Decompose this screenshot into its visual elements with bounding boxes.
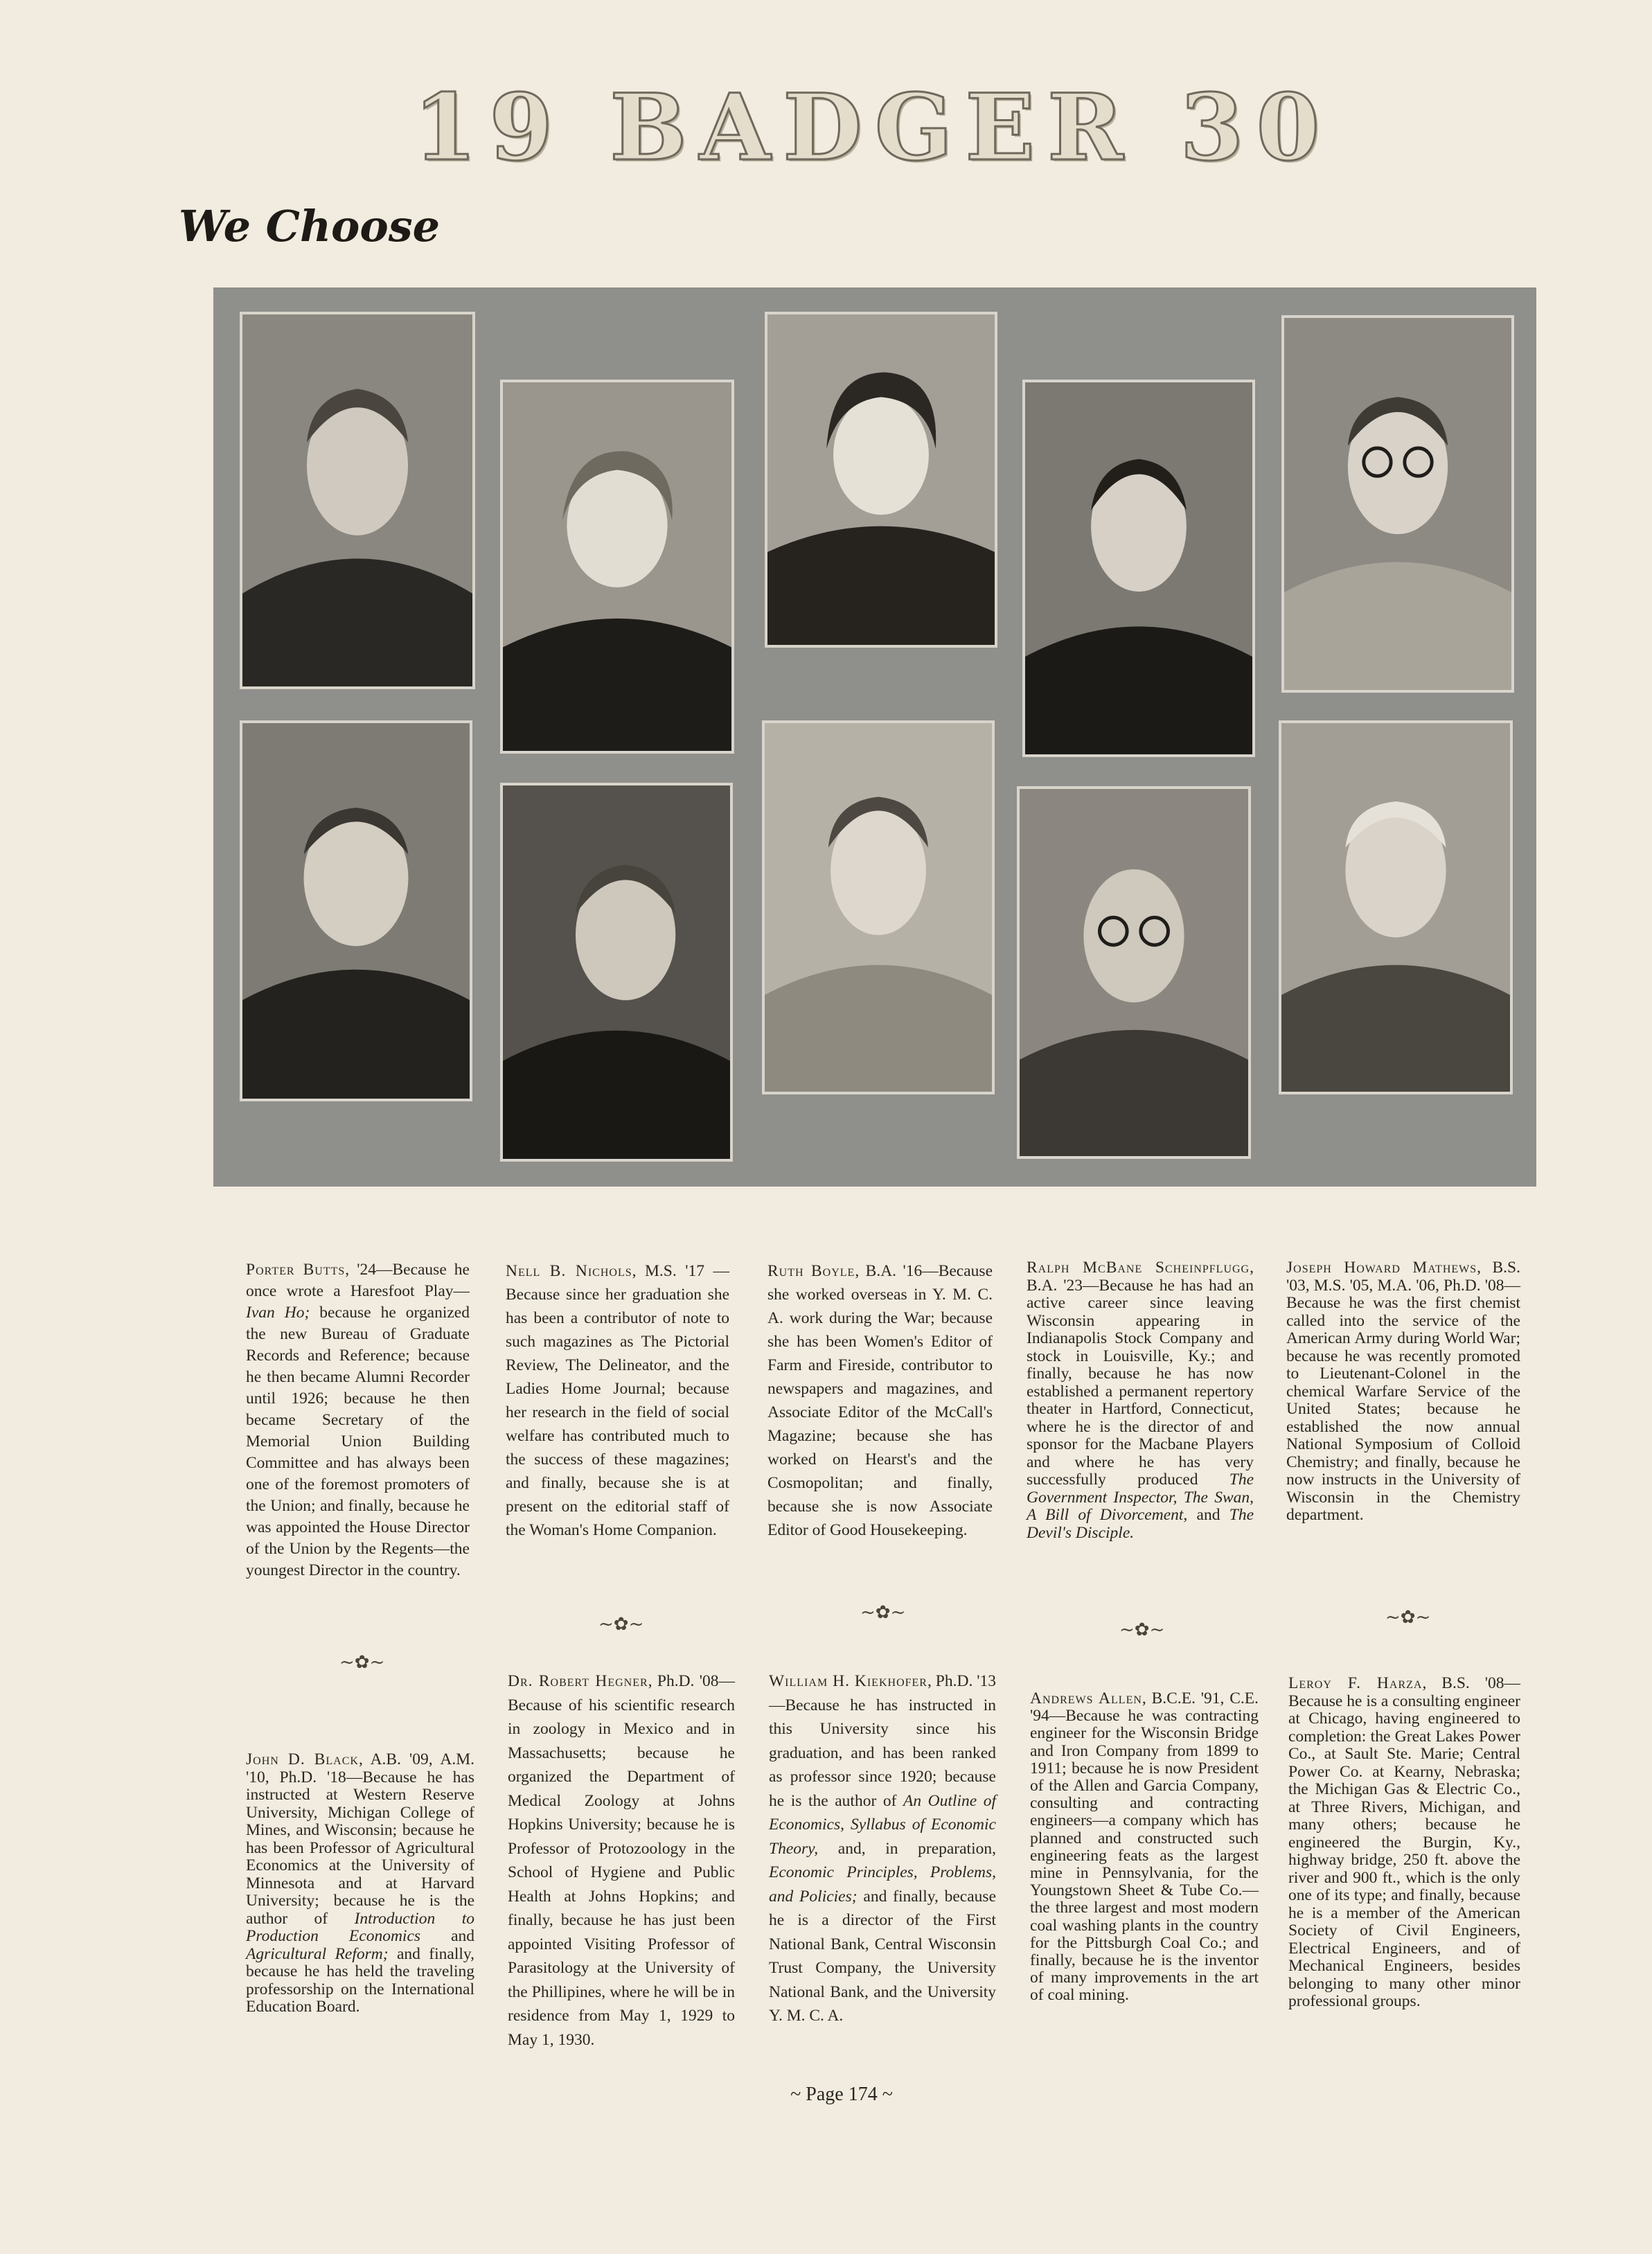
portrait-leroy-harza bbox=[1279, 720, 1513, 1094]
portrait-william-kiekhofer bbox=[762, 720, 995, 1094]
page-number: ~ Page 174 ~ bbox=[790, 2084, 893, 2105]
portrait-joseph-mathews bbox=[1281, 315, 1514, 693]
section-title: We Choose bbox=[179, 201, 441, 251]
entry-william-kiekhofer: William H. Kiekhofer, Ph.D. '13—Because he has instructed in this University since his graduation, and has been ranked as professor since 1920; because he is the author of An Outline of Economics, Syllabus of Economic Theory, and, in preparation, Economic Principles, Problems, and Policies; and finally, because he is a director of the First National Bank, Central Wisconsin Trust Company, the University National Bank, and the University Y. M. C. A. bbox=[769, 1672, 996, 2025]
entry-ralph-scheinpflugg: Ralph McBane Scheinpflugg, B.A. '23—Because he has had an active career since leaving Wisconsin appearing in Indianapolis Stock Company and stock in Louisville, Ky.; and finally, because he has now established a permanent repertory theater in Hartford, Connecticut, where he is the director of and sponsor for the Macbane Players and where he has very successfully produced The Government Inspector, The Swan, A Bill of Divorcement, and The Devil's Disciple. bbox=[1027, 1259, 1254, 1542]
ornament-divider: ~✿~ bbox=[598, 1614, 644, 1635]
entry-ruth-boyle: Ruth Boyle, B.A. '16—Because she worked overseas in Y. M. C. A. work during the War; because she has been Women's Editor of Farm and Fireside, contributor to newspapers and magazines, and Associate Editor of the McCall's Magazine; because she has worked on Hearst's and the Cosmopolitan; and finally, because she is now Associate Editor of Good Housekeeping. bbox=[767, 1262, 993, 1539]
portrait-ralph-scheinpflugg bbox=[1022, 380, 1255, 757]
entry-porter-butts: Porter Butts, '24—Because he once wrote a Haresfoot Play—Ivan Ho; because he organized the new Bureau of Graduate Records and Reference; because he then became Alumni Recorder until 1926; because he then became Secretary of the Memorial Union Building Committee and has always been one of the foremost promoters of the Union; and finally, because he was appointed the House Director of the Union by the Regents—the youngest Director in the country. bbox=[246, 1261, 470, 1579]
entry-andrews-allen: Andrews Allen, B.C.E. '91, C.E. '94—Because he was contracting engineer for the Wisconsin Bridge and Iron Company from 1899 to 1911; because he is now President of the Allen and Garcia Company, consulting and contracting engineers—a company which has planned and constructed such engineering feats as the largest mine in Pennsylvania, for the Youngstown Sheet & Tube Co.—the three largest and most modern coal washing plants in the country for the Pittsburgh Coal Co.; and finally, because he is the inventor of many improvements in the art of coal mining. bbox=[1030, 1689, 1259, 2005]
entry-leroy-harza: Leroy F. Harza, B.S. '08—Because he is a consulting engineer at Chicago, having engineered to completion: the Great Lakes Power Co., at Sault Ste. Marie; Central Power Co. at Kearny, Nebraska; the Michigan Gas & Electric Co., at Three Rivers, Michigan, and many others; because he engineered the Burgin, Ky., highway bridge, 250 ft. above the river and 900 ft., which is the only one of its type; and finally, because he is a member of the American Society of Civil Engineers, Electrical Engineers, and of Mechanical Engineers, besides belonging to many other minor professional groups. bbox=[1288, 1674, 1521, 2010]
portrait-andrews-allen bbox=[1017, 786, 1251, 1159]
entry-robert-hegner: Dr. Robert Hegner, Ph.D. '08—Because of his scientific research in zoology in Mexico and in Massachusetts; because he organized the Department of Medical Zoology at Johns Hopkins University; because he is Professor of Protozoology in the School of Hygiene and Public Health at Johns Hopkins; and finally, because he has just been appointed Visiting Professor of Parasitology at the University of the Phillipines, where he will be in residence from May 1, 1929 to May 1, 1930. bbox=[508, 1672, 735, 2049]
portrait-nell-nichols bbox=[500, 380, 734, 754]
portrait-porter-butts bbox=[240, 312, 475, 689]
masthead: 19 BADGER 30 bbox=[413, 74, 1333, 181]
portrait-ruth-boyle bbox=[765, 312, 997, 648]
ornament-divider: ~✿~ bbox=[1119, 1619, 1165, 1640]
entry-joseph-mathews: Joseph Howard Mathews, B.S. '03, M.S. '05, M.A. '06, Ph.D. '08—Because he was the first chemist called into the service of the American Army during World War; because he was recently promoted to Lieutenant-Colonel in the chemical Warfare Service of the United States; because he established the now annual National Symposium of Colloid Chemistry; and finally, because he now instructs in the University of Wisconsin in the Chemistry department. bbox=[1286, 1259, 1520, 1524]
portrait-john-black bbox=[240, 720, 472, 1101]
ornament-divider: ~✿~ bbox=[860, 1602, 906, 1623]
entry-john-black: John D. Black, A.B. '09, A.M. '10, Ph.D. '18—Because he has instructed at Western Reserve University, Michigan College of Mines, and Wisconsin; because he has been Professor of Agricultural Economics at the University of Minnesota and at Harvard University; because he is the author of Introduction to Production Economics and Agricultural Reform; and finally, because he has held the traveling professorship on the International Education Board. bbox=[246, 1750, 475, 2016]
ornament-divider: ~✿~ bbox=[1385, 1607, 1431, 1628]
entry-nell-nichols: Nell B. Nichols, M.S. '17 —Because since her graduation she has been a contributor of note to such magazines as The Pictorial Review, The Delineator, and the Ladies Home Journal; because her research in the field of social welfare has contributed much to the success of these magazines; and finally, because she is at present on the editorial staff of the Woman's Home Companion. bbox=[506, 1262, 729, 1539]
portrait-robert-hegner bbox=[500, 783, 733, 1162]
ornament-divider: ~✿~ bbox=[339, 1652, 385, 1673]
